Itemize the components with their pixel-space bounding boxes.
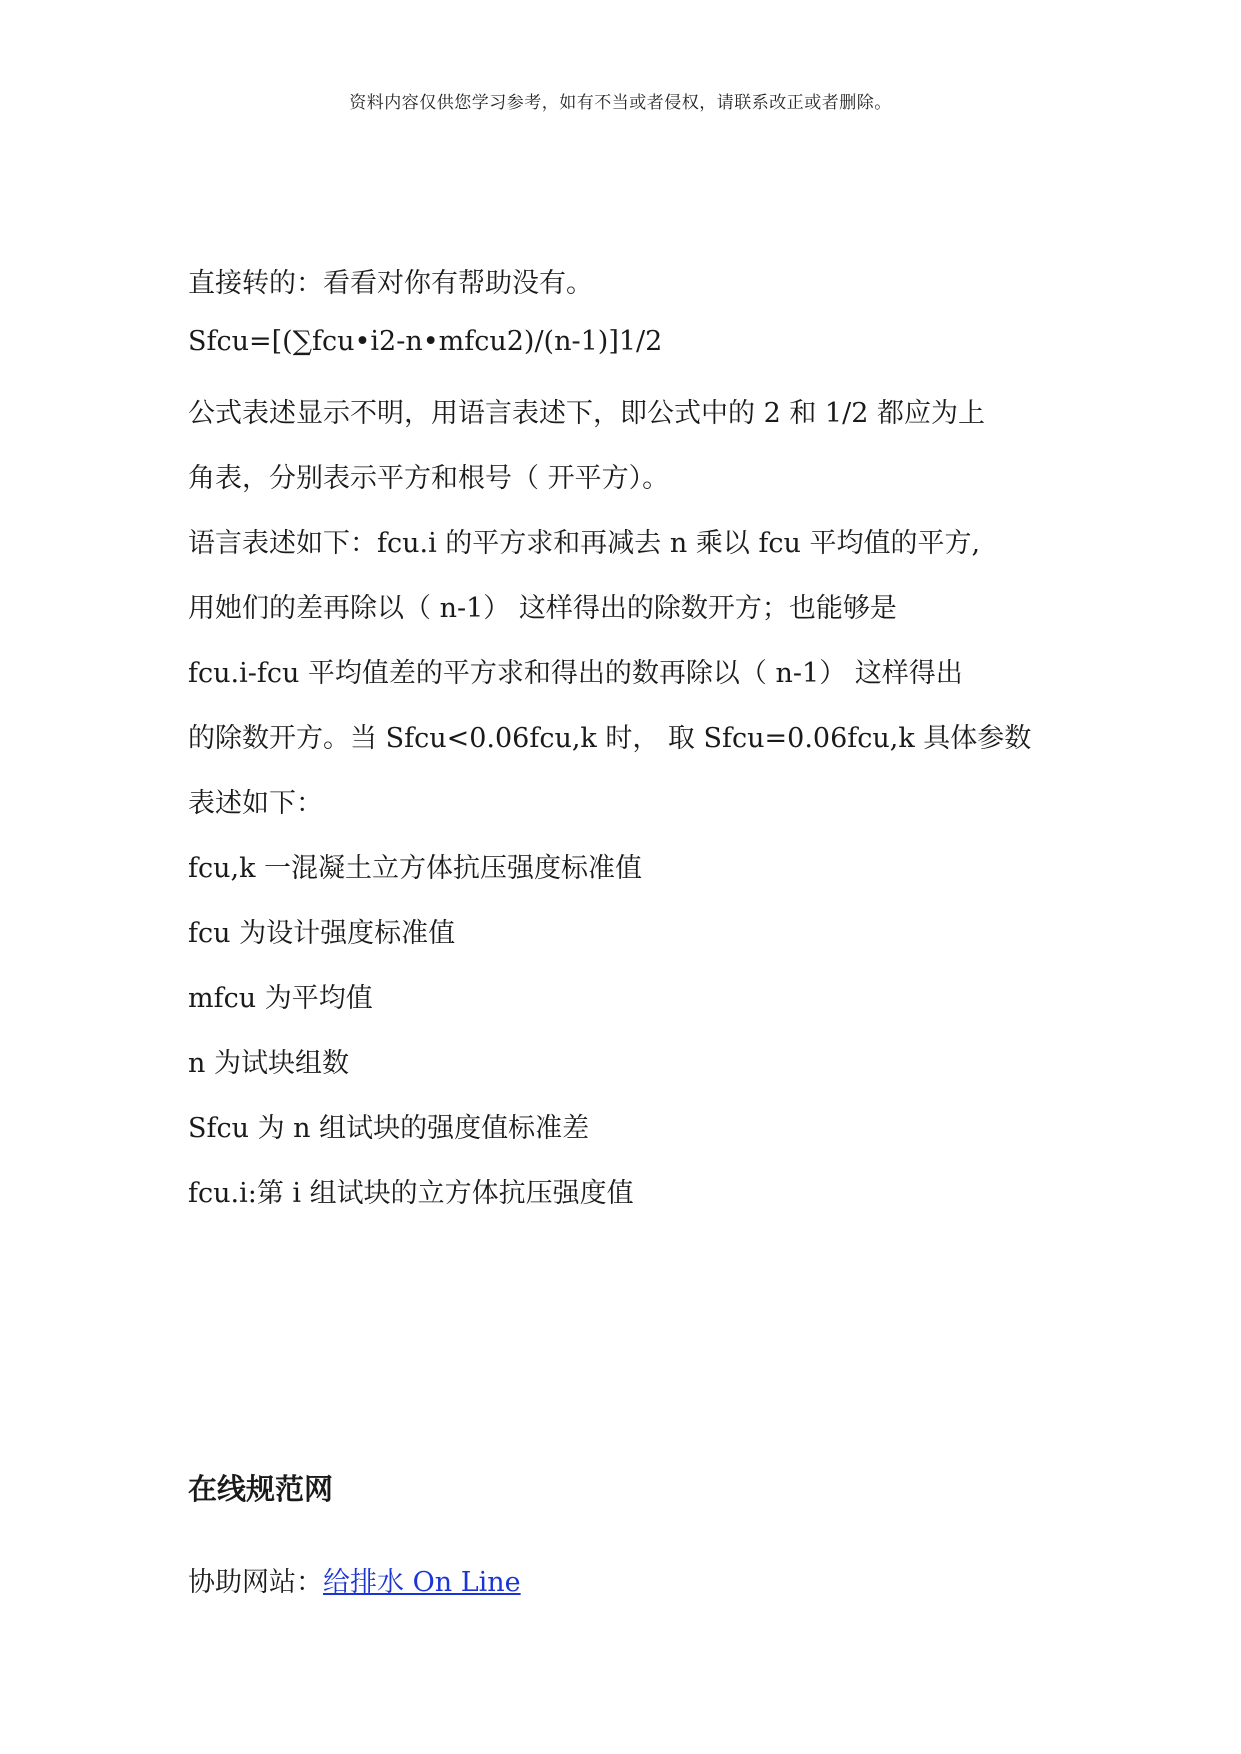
page-header-disclaimer: 资料内容仅供您学习参考，如有不当或者侵权，请联系改正或者删除。 (349, 93, 892, 113)
definition-line: fcu,k 一混凝土立方体抗压强度标准值 (188, 853, 643, 884)
text-line: 的除数开方。当 Sfcu<0.06fcu,k 时， 取 Sfcu=0.06fcu,k 具体参数 (188, 723, 1032, 754)
definition-line: fcu.i:第 i 组试块的立方体抗压强度值 (188, 1178, 634, 1209)
definition-line: n 为试块组数 (188, 1048, 349, 1079)
assist-site-label: 协助网站： (188, 1567, 323, 1598)
definition-line: Sfcu 为 n 组试块的强度值标准差 (188, 1113, 590, 1144)
text-line: 直接转的：看看对你有帮助没有。 (188, 268, 593, 299)
text-line: 语言表述如下：fcu.i 的平方求和再减去 n 乘以 fcu 平均值的平方, (188, 528, 981, 559)
assist-site-line (188, 1560, 521, 1599)
assist-site-link[interactable]: 给排水 On Line (323, 1567, 521, 1598)
formula-line: Sfcu=[(∑fcu•i2-n•mfcu2)/(n-1)]1/2 (188, 326, 663, 357)
section-heading: 在线规范网 (188, 1472, 334, 1506)
text-line: 公式表述显示不明，用语言表述下，即公式中的 2 和 1/2 都应为上 (188, 398, 985, 429)
definition-line: fcu 为设计强度标准值 (188, 918, 456, 949)
text-line: fcu.i-fcu 平均值差的平方求和得出的数再除以（ n-1） 这样得出 (188, 658, 963, 689)
definition-line: mfcu 为平均值 (188, 983, 373, 1014)
text-line: 角表，分别表示平方和根号（ 开平方）。 (188, 463, 670, 494)
text-line: 表述如下： (188, 788, 323, 819)
text-line: 用她们的差再除以（ n-1） 这样得出的除数开方；也能够是 (188, 593, 897, 624)
